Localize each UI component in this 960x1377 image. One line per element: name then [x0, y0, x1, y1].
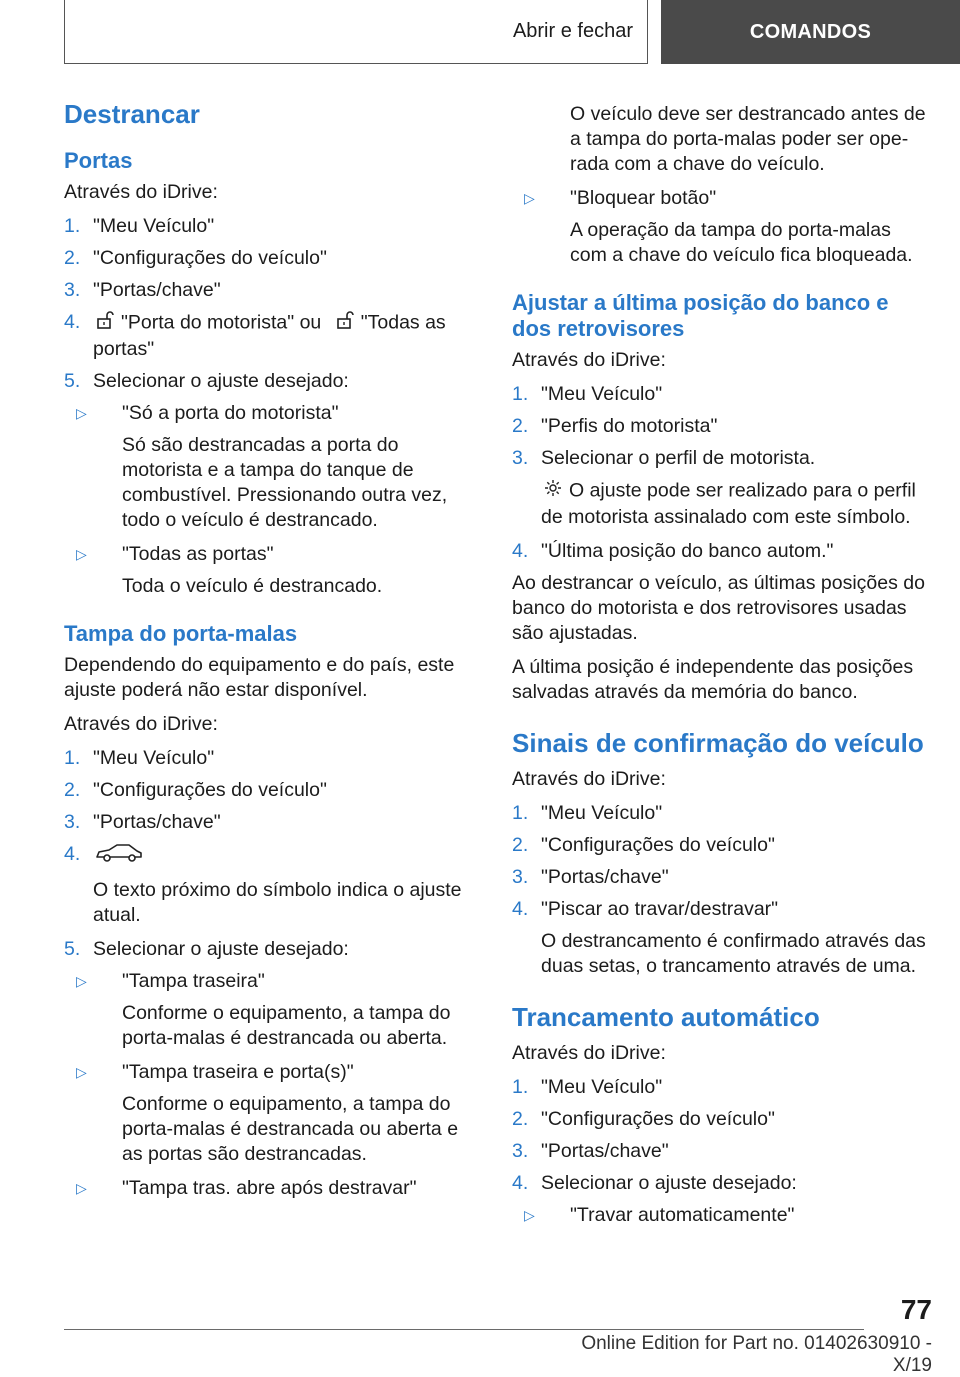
triangle-bullet-icon: ▷ [76, 1180, 87, 1196]
list-item: 3. "Portas/chave" [64, 811, 221, 833]
list-item: 4. [64, 842, 478, 871]
chapter-title: COMANDOS [749, 20, 872, 43]
gear-icon [543, 478, 563, 505]
trunk-cont-desc: O veículo deve ser destrancado antes de a tampa do porta-malas poder ser ope-rada com a chave do veículo. [570, 103, 926, 175]
step4-desc: O destrancamento é confirmado através das duas setas, o trancamento através de uma. [541, 930, 926, 977]
list-item: 3. Selecionar o perfil de motorista. [512, 447, 816, 469]
list-item: 3. "Portas/chave" [64, 279, 221, 301]
seat-intro: Através do iDrive: [512, 349, 666, 371]
triangle-bullet-icon: ▷ [76, 405, 87, 421]
option-desc: Conforme o equipamento, a tampa do porta-malas é destrancada ou aberta e as portas são destrancadas. [122, 1093, 459, 1165]
list-item: 5. Selecionar o ajuste desejado: [64, 370, 349, 392]
list-item: 4. "Piscar ao travar/destravar" [512, 898, 779, 920]
list-item: 4. "Porta do motorista" ou "Todas as portas" [64, 311, 446, 360]
triangle-bullet-icon: ▷ [524, 190, 535, 206]
list-item: 2. "Configurações do veículo" [512, 834, 775, 856]
car-trunk-icon [95, 842, 143, 871]
doors-intro: Através do iDrive: [64, 181, 218, 203]
option-item: ▷ "Tampa tras. abre após destravar" [76, 1177, 417, 1199]
heading-signals: Sinais de confirmação do veículo [512, 728, 924, 758]
heading-autolock: Trancamento automático [512, 1002, 820, 1032]
list-item: 2. "Configurações do veículo" [64, 247, 327, 269]
list-item: 5. Selecionar o ajuste desejado: [64, 938, 349, 960]
title-destrancar: Destrancar [64, 99, 200, 129]
trunk-note: Dependendo do equipamento e do país, este ajuste poderá não estar disponível. [64, 654, 455, 701]
list-item: 3. "Portas/chave" [512, 1140, 669, 1162]
right-column [512, 102, 932, 1235]
heading-doors: Portas [64, 148, 133, 173]
page-number: 77 [900, 1294, 932, 1325]
list-item: 1. "Meu Veículo" [64, 747, 215, 769]
list-item: 1. "Meu Veículo" [512, 802, 663, 824]
triangle-bullet-icon: ▷ [524, 1207, 535, 1223]
option-desc: Só são destrancadas a porta do motorista e a tampa do tanque de combustível. Pressionando outra vez, todo o veículo é destrancado. [122, 434, 448, 531]
list-item: 3. "Portas/chave" [512, 866, 669, 888]
list-item: 2. "Configurações do veículo" [64, 779, 327, 801]
option-item: ▷ "Bloquear botão" [524, 187, 717, 209]
left-column [64, 98, 478, 1208]
option-item: ▷ "Tampa traseira e porta(s)" [76, 1061, 354, 1083]
option-desc: Conforme o equipamento, a tampa do porta-malas é destrancada ou aberta. [122, 1002, 451, 1049]
option-item: ▷ "Só a porta do motorista" [76, 402, 339, 424]
option-item: ▷ "Todas as portas" [76, 543, 274, 565]
option-item: ▷ "Tampa traseira" [76, 970, 265, 992]
list-item: 1. "Meu Veículo" [512, 383, 663, 405]
autolock-intro: Através do iDrive: [512, 1042, 666, 1064]
heading-trunk: Tampa do porta-malas [64, 621, 298, 646]
unlock-icon [335, 310, 355, 337]
signals-intro: Através do iDrive: [512, 768, 666, 790]
footer-divider [64, 1329, 864, 1330]
list-item: 4. Selecionar o ajuste desejado: [512, 1172, 797, 1194]
option-desc: Toda o veículo é destrancado. [122, 575, 383, 597]
list-item: 1. "Meu Veículo" [64, 215, 215, 237]
list-item: 1. "Meu Veículo" [512, 1076, 663, 1098]
list-item: 2. "Configurações do veículo" [512, 1108, 775, 1130]
option-item: ▷ "Travar automaticamente" [524, 1204, 795, 1226]
seat-paragraph: A última posição é independente das posições salvadas através da memória do banco. [512, 656, 914, 703]
option-desc: A operação da tampa do porta-malas com a chave do veículo fica bloqueada. [570, 219, 913, 266]
heading-seat: Ajustar a última posição do banco e dos retrovisores [512, 290, 889, 341]
section-title: Abrir e fechar [512, 20, 633, 42]
edition-text: Online Edition for Part no. 01402630910 - X/19 [581, 1333, 932, 1376]
triangle-bullet-icon: ▷ [76, 1064, 87, 1080]
trunk-intro: Através do iDrive: [64, 713, 218, 735]
unlock-icon [95, 310, 115, 337]
step3-desc: O ajuste pode ser realizado para o perfil de motorista assinalado com este símbolo. [541, 479, 916, 528]
header-chapter [661, 0, 960, 64]
triangle-bullet-icon: ▷ [76, 546, 87, 562]
seat-paragraph: Ao destrancar o veículo, as últimas posições do banco do motorista e dos retrovisores usadas são ajustadas. [512, 572, 925, 644]
triangle-bullet-icon: ▷ [76, 973, 87, 989]
header-section [64, 0, 648, 64]
list-item: 4. "Última posição do banco autom." [512, 540, 834, 562]
step4-desc: O texto próximo do símbolo indica o ajuste atual. [93, 879, 462, 926]
list-item: 2. "Perfis do motorista" [512, 415, 718, 437]
